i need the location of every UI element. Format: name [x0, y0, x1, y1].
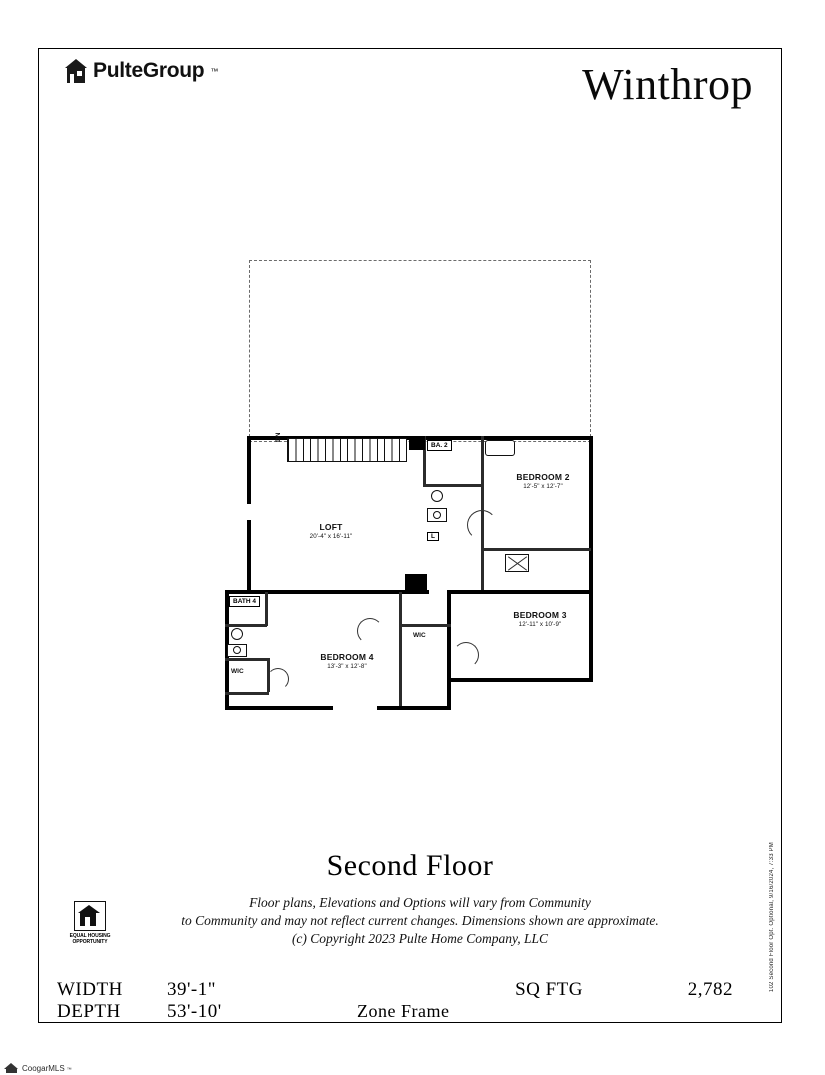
- door-bedroom-4: [357, 618, 383, 644]
- partition-bath2-top: [423, 484, 483, 487]
- zone-label: Zone Frame: [357, 1001, 450, 1021]
- width-label: WIDTH: [57, 979, 123, 1000]
- wall-left-upper-b: [247, 520, 251, 594]
- door-bedroom-3: [453, 642, 479, 668]
- sqft-label: SQ FTG: [515, 979, 583, 1000]
- wic-center-label: WIC: [413, 632, 426, 639]
- room-loft: [271, 522, 391, 540]
- wall-lower-left-top: [225, 590, 251, 594]
- linen-label: L: [427, 532, 439, 541]
- mls-watermark: [4, 1059, 72, 1073]
- width-value: 39'-1": [167, 979, 217, 1000]
- room-bedroom-4: [293, 652, 401, 670]
- toilet-fixture-bath2: [431, 490, 443, 502]
- tub-fixture-bath2: [485, 440, 515, 456]
- pultegroup-logo: [65, 59, 218, 83]
- house-icon: [65, 59, 87, 83]
- disclaimer: [119, 894, 721, 947]
- wall-left-upper-a: [247, 436, 251, 504]
- room-bedroom-2-name: BEDROOM 2: [516, 472, 570, 482]
- bath4-label: BATH 4: [229, 596, 260, 607]
- depth-value: 53'-10': [167, 1001, 222, 1022]
- door-bedroom-2: [467, 510, 497, 540]
- sink-fixture-bath2: [433, 511, 441, 519]
- mls-watermark-tm: ™: [66, 1067, 72, 1073]
- page-title: Winthrop: [582, 60, 753, 109]
- equal-housing-logo: [61, 901, 119, 946]
- room-bedroom-3: [485, 610, 595, 628]
- partition-wic-top: [399, 624, 451, 627]
- equal-housing-line-2: OPPORTUNITY: [72, 939, 108, 946]
- door-wic-lower: [267, 668, 289, 690]
- stair-direction-label: DN: [275, 432, 282, 442]
- partition-bed2-bottom: [481, 548, 591, 551]
- bath2-label: BA. 2: [427, 440, 452, 451]
- optional-area-outline: [249, 260, 591, 442]
- brand-name: PulteGroup: [93, 59, 205, 82]
- partition-bath2-left: [481, 436, 484, 486]
- disclaimer-line-1: Floor plans, Elevations and Options will vary from Community: [249, 895, 591, 910]
- staircase: [287, 438, 407, 462]
- wall-right-upper: [589, 436, 593, 582]
- wall-right-lower: [589, 582, 593, 682]
- partition-wic2-top: [225, 658, 269, 661]
- equal-housing-icon: [74, 901, 106, 931]
- partition-bed4-right: [399, 592, 402, 706]
- floor-caption: Second Floor: [326, 849, 494, 882]
- wall-center-lower-top: [447, 590, 593, 594]
- partition-hall-right: [481, 550, 484, 590]
- room-loft-name: LOFT: [319, 522, 343, 532]
- room-loft-dim: 20'-4" x 16'-11": [309, 532, 353, 540]
- room-bedroom-3-dim: 12'-11" x 10'-9": [518, 620, 562, 628]
- partition-bath4-bottom: [225, 624, 267, 627]
- room-bedroom-4-name: BEDROOM 4: [320, 652, 374, 662]
- disclaimer-line-3: (c) Copyright 2023 Pulte Home Company, LLC: [291, 930, 549, 946]
- sink-fixture-bath4: [233, 646, 241, 654]
- room-bedroom-4-dim: 13'-3" x 12'-8": [327, 662, 367, 670]
- plan-sheet: [38, 48, 782, 1023]
- room-bedroom-2-dim: 12'-5" x 12'-7": [523, 482, 563, 490]
- equal-housing-line-1: EQUAL HOUSING: [69, 933, 111, 939]
- brand-trademark: ™: [210, 66, 219, 76]
- opening-bed4-bottom: [333, 706, 377, 710]
- depth-label: DEPTH: [57, 1001, 121, 1022]
- toilet-fixture-bath4: [231, 628, 243, 640]
- wall-bed4-right: [447, 590, 451, 710]
- spec-summary: [57, 979, 763, 1023]
- room-bedroom-2: [489, 472, 597, 490]
- chase-stair: [409, 436, 425, 450]
- floor-plan-drawing: [209, 244, 609, 684]
- room-bedroom-3-name: BEDROOM 3: [513, 610, 567, 620]
- wic-lower-label: WIC: [231, 668, 244, 675]
- plot-timestamp-note: 102 Second Floor Opt. Optional, 9/16/2024, 7:33 PM: [769, 841, 775, 992]
- chase-center: [405, 574, 427, 594]
- mls-watermark-text: CoogarMLS: [22, 1064, 65, 1073]
- wall-bottom-right: [451, 678, 593, 682]
- mls-icon: [4, 1059, 20, 1073]
- partition-bath4-right: [265, 592, 268, 626]
- partition-wic2-bottom: [225, 692, 269, 695]
- disclaimer-line-2: to Community and may not reflect current changes. Dimensions shown are approximate.: [181, 912, 659, 928]
- sqft-value: 2,782: [687, 979, 733, 1000]
